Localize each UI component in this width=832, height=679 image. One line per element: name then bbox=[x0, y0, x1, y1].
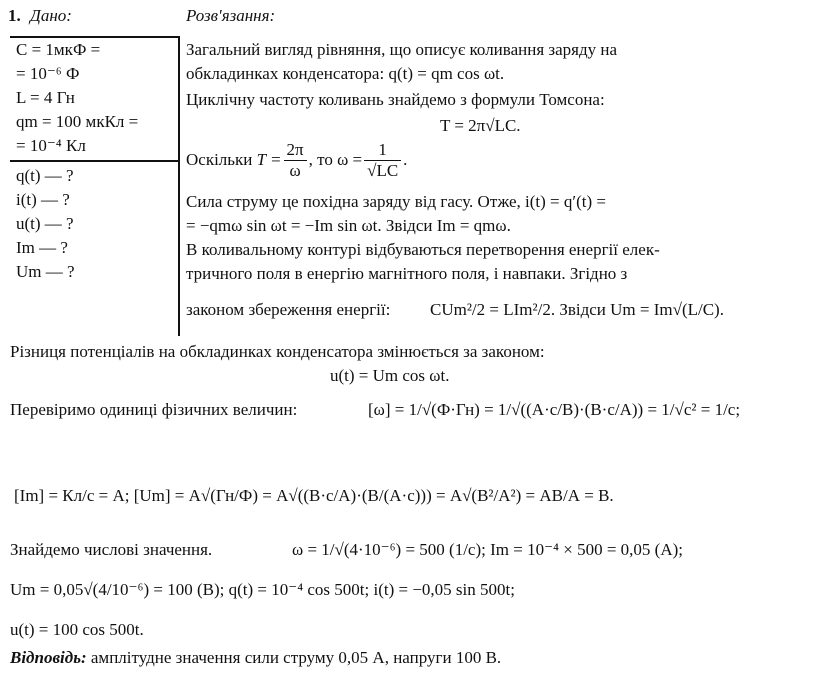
solution-p5a: В коливальному контурі відбуваються перетворення енергії елек- bbox=[186, 240, 660, 259]
solution-p5c: законом збереження енергії: bbox=[186, 300, 391, 319]
solution-p1b: обкладинках конденсатора: q(t) = qm cos ωt. bbox=[186, 64, 505, 83]
given-line-0: C = 1мкФ = bbox=[16, 40, 101, 59]
voltage-law: u(t) = Um cos ωt. bbox=[330, 366, 450, 385]
solution-p5b: тричного поля в енергію магнітного поля, і навпаки. Згідно з bbox=[186, 264, 628, 283]
numeric-label: Знайдемо числові значення. bbox=[10, 540, 213, 559]
given-top-line bbox=[10, 36, 178, 38]
answer-label: Відповідь: bbox=[10, 648, 87, 667]
solution-p6: Різниця потенціалів на обкладинках конденсатора змінюється за законом: bbox=[10, 342, 545, 361]
given-line-2: L = 4 Гн bbox=[16, 88, 75, 107]
energy-equation: CUm²/2 = LIm²/2. Звідси Um = Im√(L/C). bbox=[430, 300, 724, 319]
p3-left: Оскільки bbox=[186, 150, 253, 170]
p3-T: T = bbox=[256, 150, 282, 170]
p3-mid: , то ω = bbox=[308, 150, 363, 170]
unknown-3: Im — ? bbox=[16, 238, 68, 257]
unknown-2: u(t) — ? bbox=[16, 214, 74, 233]
solution-p4a: Сила струму це похідна заряду від гасу. Отже, i(t) = q′(t) = bbox=[186, 192, 606, 211]
given-line-3: qm = 100 мкКл = bbox=[16, 112, 139, 131]
given-line-4: = 10⁻⁴ Кл bbox=[16, 136, 86, 155]
numeric-um-q-i: Um = 0,05√(4/10⁻⁶) = 100 (В); q(t) = 10⁻⁴ cos 500t; i(t) = −0,05 sin 500t; bbox=[10, 580, 515, 599]
solution-p2: Циклічну частоту коливань знайдемо з формули Томсона: bbox=[186, 90, 605, 109]
solution-p1a: Загальний вигляд рівняння, що описує коливання заряду на bbox=[186, 40, 618, 59]
solution-heading: Розв'язання: bbox=[186, 6, 276, 25]
given-line-1: = 10⁻⁶ Ф bbox=[16, 64, 80, 83]
unknown-4: Um — ? bbox=[16, 262, 75, 281]
one-over-sqrt-lc: $\frac{1}{√LC}$ bbox=[364, 140, 401, 180]
unknown-0: q(t) — ? bbox=[16, 166, 74, 185]
problem-number: 1. bbox=[8, 6, 21, 25]
thomson-formula: T = 2π√LC. bbox=[440, 116, 521, 135]
unknown-1: i(t) — ? bbox=[16, 190, 70, 209]
given-heading: Дано: bbox=[30, 6, 72, 25]
numeric-omega-im: ω = 1/√(4·10⁻⁶) = 500 (1/c); Im = 10⁻⁴ × 500 = 0,05 (А); bbox=[292, 540, 683, 559]
current-voltage-units: [Im] = Кл/с = А; [Um] = А√(Гн/Ф) = А√((В·с/А)·(В/(А·с))) = А√(В²/А²) = АВ/А = В. bbox=[14, 486, 614, 505]
answer-text: амплітудне значення сили струму 0,05 А, напруги 100 В. bbox=[90, 648, 502, 667]
omega-derivation: Оскільки T = $\frac{2\pi}{\omega}$ , то ω = $\frac{1}{√LC}$ . bbox=[186, 140, 408, 180]
numeric-u: u(t) = 100 cos 500t. bbox=[10, 620, 144, 639]
given-separator-line bbox=[10, 160, 178, 162]
two-pi-over-omega: $\frac{2\pi}{\omega}$ bbox=[284, 140, 307, 180]
omega-units: [ω] = 1/√(Ф·Гн) = 1/√((А·с/В)·(В·с/А)) = 1/√c² = 1/c; bbox=[368, 400, 741, 419]
solution-p7: Перевіримо одиниці фізичних величин: bbox=[10, 400, 298, 419]
solution-p4b: = −qmω sin ωt = −Im sin ωt. Звідси Im = qmω. bbox=[186, 216, 511, 235]
answer-line bbox=[10, 648, 501, 668]
given-vertical-divider bbox=[178, 36, 180, 336]
